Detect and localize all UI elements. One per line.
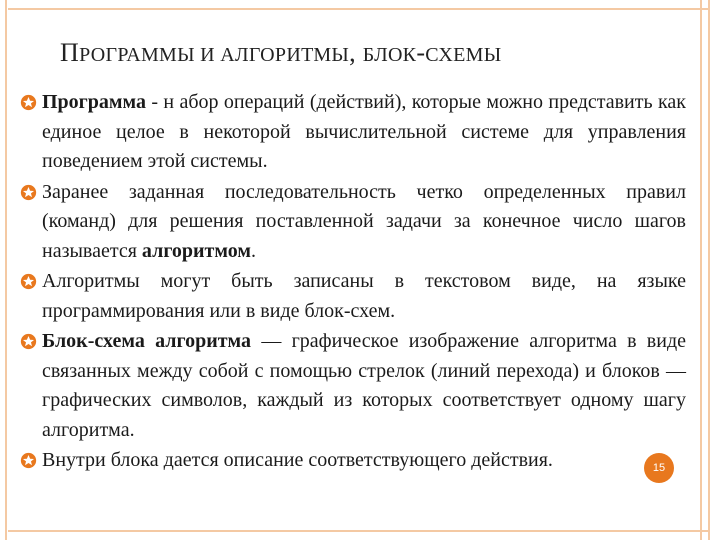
list-item: Заранее заданная последовательность четко определенных правил (команд) для решения поставленной задачи за конечное число шагов называется алгоритмом. [20, 178, 686, 267]
list-item: Блок-схема алгоритма — графическое изображение алгоритма в виде связанных между собой с помощью стрелок (линий перехода) и блоков — графических символов, каждый из которых соответствует одному шагу алгоритма. [20, 327, 686, 445]
bullet-star-icon [20, 184, 37, 201]
bullet-star-icon [20, 452, 37, 469]
bullet-star-icon [20, 333, 37, 350]
list-item: Внутри блока дается описание соответствующего действия. [20, 446, 686, 476]
list-item: Алгоритмы могут быть записаны в текстовом виде, на языке программирования или в виде блок-схем. [20, 267, 686, 326]
frame-left-line [5, 0, 7, 540]
bullet-list [20, 88, 686, 477]
bullet-star-icon [20, 94, 37, 111]
bullet-star-icon [20, 273, 37, 290]
page-number-badge: 15 [644, 453, 674, 483]
list-item: Программа - н абор операций (действий), которые можно представить как единое целое в некоторой вычислительной системе для управления поведением этой системы. [20, 88, 686, 177]
slide-title: ПРОГРАММЫ И АЛГОРИТМЫ, БЛОК-СХЕМЫ [60, 38, 502, 67]
